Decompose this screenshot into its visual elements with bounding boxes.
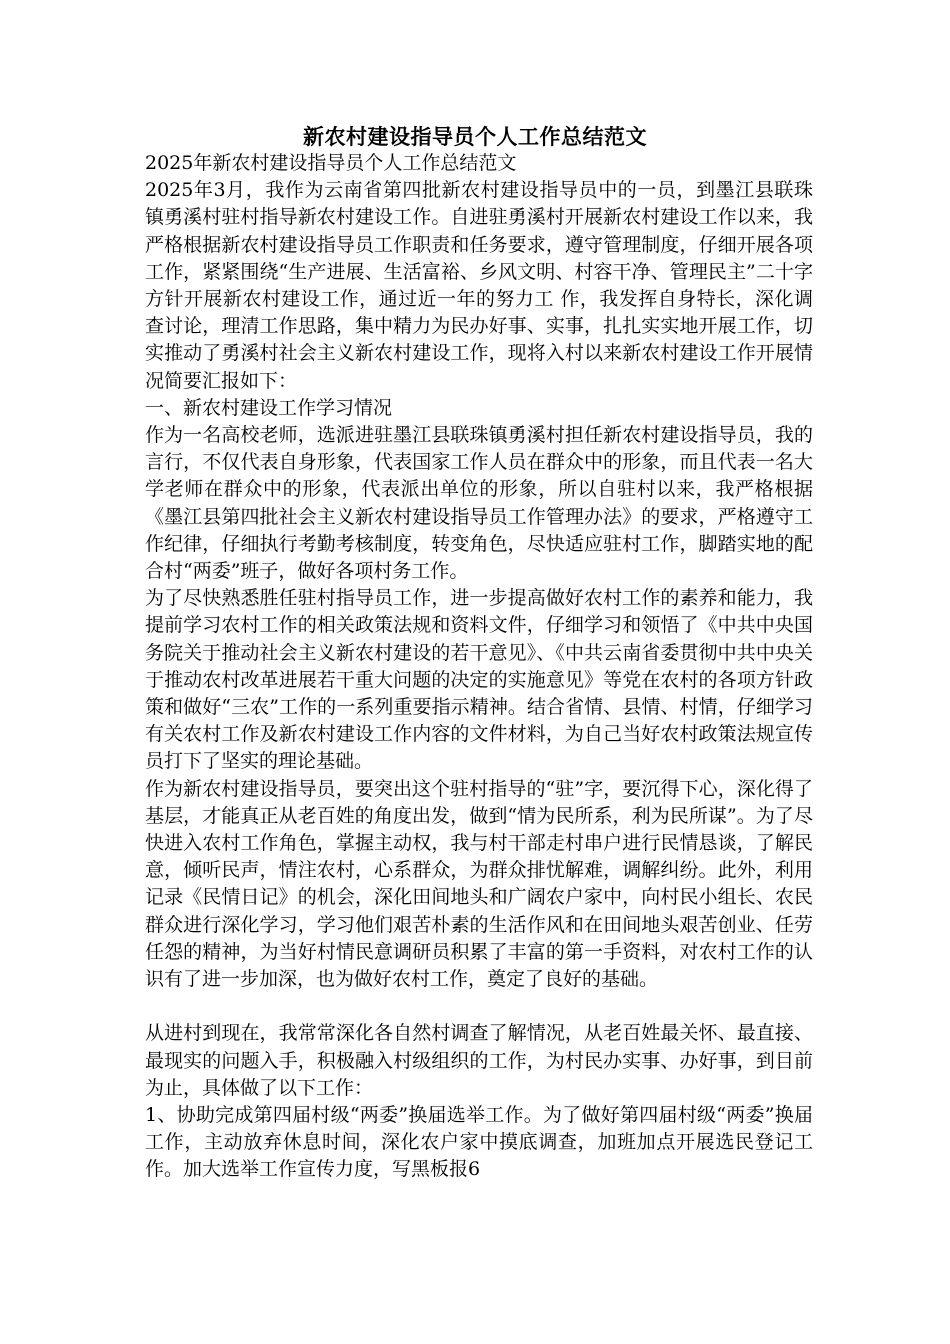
section-heading: 一、新农村建设工作学习情况 xyxy=(145,396,393,419)
document-body xyxy=(145,150,813,1184)
body-paragraph: 作为一名高校老师，选派进驻墨江县联珠镇勇溪村担任新农村建设指导员，我的言行，不仅代表自身形象，代表国家工作人员在群众中的形象，而且代表一名大学老师在群众中的形象，代表派出单位的形象，所以自驻村以来，我严格根据《墨江县第四批社会主义新农村建设指导员工作管理办法》的要求，严格遵守工作纪律，仔细执行考勤考核制度，转变角色，尽快适应驻村工作，脚踏实地的配合村“两委”班子，做好各项村务工作。 xyxy=(145,424,813,583)
body-paragraph: 作为新农村建设指导员，要突出这个驻村指导的“驻”字，要沉得下心，深化得了基层，才能真正从老百姓的角度出发，做到“情为民所系，利为民所谋”。为了尽快进入农村工作角色，掌握主动权，我与村干部走村串户进行民情恳谈，了解民意，倾听民声，情注农村，心系群众，为群众排忧解难，调解纠纷。此外，利用记录《民情日记》的机会，深化田间地头和广阔农户家中，向村民小组长、农民群众进行深化学习，学习他们艰苦朴素的生活作风和在田间地头艰苦创业、任劳任怨的精神，为当好村情民意调研员积累了丰富的第一手资料，对农村工作的认识有了进一步加深，也为做好农村工作，奠定了良好的基础。 xyxy=(145,777,813,991)
paragraph-spacer xyxy=(145,993,813,1020)
body-paragraph: 从进村到现在，我常常深化各自然村调查了解情况，从老百姓最关怀、最直接、最现实的问题入手，积极融入村级组织的工作，为村民办实事、办好事，到目前为止，具体做了以下工作： xyxy=(145,1022,813,1099)
subtitle-line: 2025年新农村建设指导员个人工作总结范文 xyxy=(145,152,517,174)
intro-paragraph: 2025年3月，我作为云南省第四批新农村建设指导员中的一员，到墨江县联珠镇勇溪村驻村指导新农村建设工作。自进驻勇溪村开展新农村建设工作以来，我严格根据新农村建设指导员工作职责和任务要求，遵守管理制度，仔细开展各项工作，紧紧围绕“生产进展、生活富裕、乡风文明、村容干净、管理民主”二十字方针开展新农村建设工作，通过近一年的努力工 作，我发挥自身特长，深化调查讨论，理清工作思路，集中精力为民办好事、实事，扎扎实实地开展工作，切实推动了勇溪村社会主义新农村建设工作，现将入村以来新农村建设工作开展情况简要汇报如下： xyxy=(145,179,813,392)
body-paragraph: 1、协助完成第四届村级“两委”换届选举工作。为了做好第四届村级“两委”换届工作，主动放弃休息时间，深化农户家中摸底调查，加班加点开展选民登记工作。加大选举工作宣传力度，写黑板报6 xyxy=(145,1103,813,1181)
body-paragraph: 为了尽快熟悉胜任驻村指导员工作，进一步提高做好农村工作的素养和能力，我提前学习农村工作的相关政策法规和资料文件，仔细学习和领悟了《中共中央国务院关于推动社会主义新农村建设的若干意见》、《中共云南省委贯彻中共中央关于推动农村改革进展若干重大问题的决定的实施意见》等党在农村的各项方针政策和做好“三农”工作的一系列重要指示精神。结合省情、县情、村情，仔细学习有关农村工作及新农村建设工作内容的文件材料，为自己当好农村政策法规宣传员打下了坚实的理论基础。 xyxy=(145,587,813,773)
document-title: 新农村建设指导员个人工作总结范文 xyxy=(303,125,647,149)
